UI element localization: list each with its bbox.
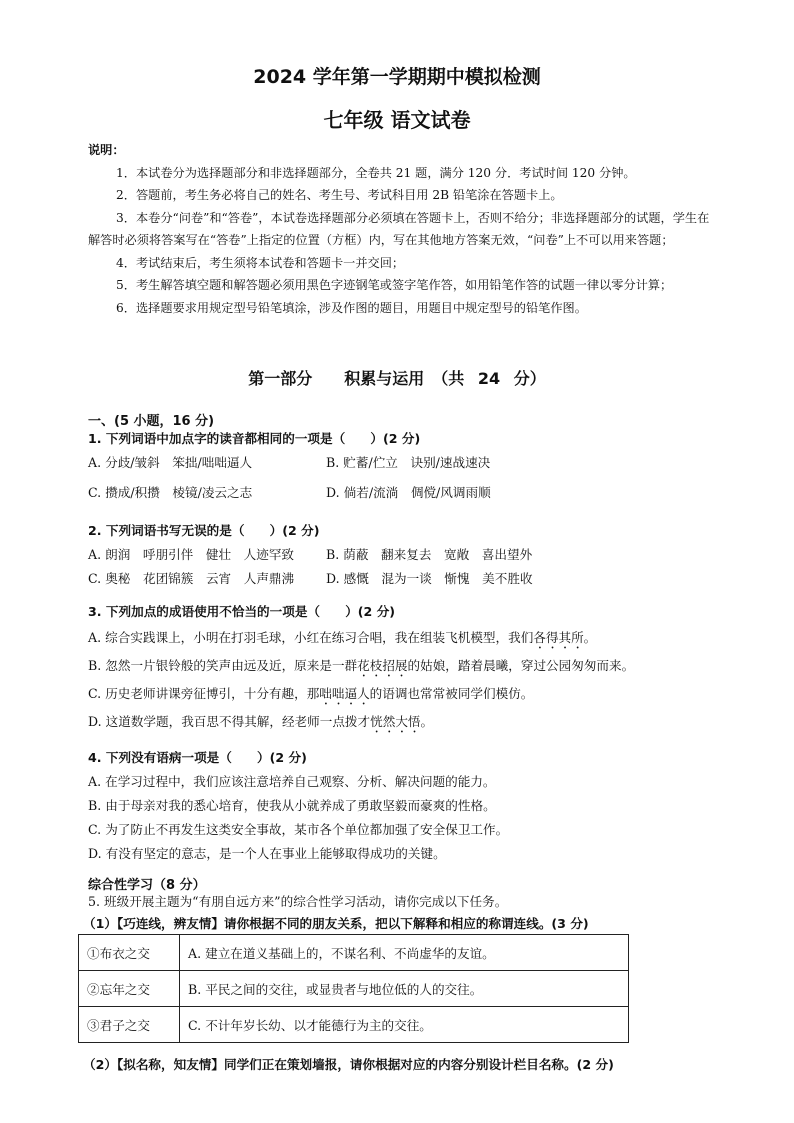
option-d: D. 有没有坚定的意志，是一个人在事业上能够取得成功的关键。 <box>88 846 446 861</box>
option-c <box>88 682 728 708</box>
dotted-idiom: 咄咄逼人 <box>319 686 370 701</box>
dotted-idiom: 恍然大悟 <box>370 714 421 729</box>
table-cell-definition: C. 不计年岁长幼、以才能德行为主的交往。 <box>180 1007 629 1043</box>
question-1 <box>88 427 728 505</box>
question-2 <box>88 519 728 591</box>
option-a: A. 朗润 呼朋引伴 健壮 人迹罕致 <box>88 547 295 562</box>
task-1-prompt: （1）【巧连线，辨友情】请你根据不同的朋友关系，把以下解释和相应的称谓连线。(3 分) <box>83 916 589 931</box>
option-text: 。 <box>420 714 434 729</box>
instructions-label: 说明： <box>88 143 125 157</box>
options-row <box>88 567 728 591</box>
question-stem: 3. 下列加点的成语使用不恰当的一项是（ ）(2 分) <box>88 604 396 619</box>
instructions <box>88 139 718 319</box>
comprehensive-heading: 综合性学习（8 分） <box>88 878 206 893</box>
table-cell-term: ①布衣之交 <box>79 935 180 971</box>
table-cell-definition: A. 建立在道义基础上的，不谋名利、不尚虚华的友谊。 <box>180 935 629 971</box>
option-d: D. 倘若/流淌 倜傥/风调雨顺 <box>326 485 491 500</box>
option-a <box>88 626 728 652</box>
task-1 <box>83 912 723 936</box>
table-row <box>79 935 629 971</box>
option-text: B. 忽然一片银铃般的笑声由远及近，原来是一群 <box>88 658 358 673</box>
instruction-item: 3．本卷分“问卷”和“答卷”，本试卷选择题部分必须填在答题卡上，否则不给分；非选择题部分的试题，学生在解答时必须将答案写在“答卷”上指定的位置（方框）内，写在其他地方答案无效，“问卷”上不可以用来答题； <box>88 210 710 247</box>
option-d: D. 感慨 混为一谈 惭愧 美不胜收 <box>326 571 533 586</box>
dotted-idiom: 各得其所 <box>533 630 584 645</box>
option-d <box>88 710 728 736</box>
options-row <box>88 481 728 505</box>
table-cell-term: ②忘年之交 <box>79 971 180 1007</box>
question-4 <box>88 746 728 866</box>
matching-table <box>78 934 629 1043</box>
exam-subtitle: 七年级 语文试卷 <box>323 108 471 132</box>
question-stem: 1. 下列词语中加点字的读音都相同的一项是（ ）(2 分) <box>88 431 421 446</box>
option-b <box>88 654 728 680</box>
question-stem: 4. 下列没有语病一项是（ ）(2 分) <box>88 750 307 765</box>
option-b: B. 由于母亲对我的悉心培育，使我从小就养成了勇敢坚毅而豪爽的性格。 <box>88 798 496 813</box>
option-text: A. 综合实践课上，小明在打羽毛球，小红在练习合唱，我在组装飞机模型，我们 <box>88 630 534 645</box>
option-c: C. 攒成/积攒 棱镜/凌云之志 <box>88 485 253 500</box>
instruction-item: 5．考生解答填空题和解答题必须用黑色字迹钢笔或签字笔作答，如用铅笔作答的试题一律以零分计算； <box>116 278 673 292</box>
option-c: C. 奥秘 花团锦簇 云宵 人声鼎沸 <box>88 571 295 586</box>
part-one-heading: 第一部分 积累与运用 （共 24 分） <box>248 369 546 388</box>
question-stem: 2. 下列词语书写无误的是（ ）(2 分) <box>88 523 320 538</box>
dotted-idiom: 花枝招展 <box>357 658 408 673</box>
option-text: 的语调也常常被同学们模仿。 <box>369 686 534 701</box>
instruction-item: 2．答题前，考生务必将自己的姓名、考生号、考试科目用 2B 铅笔涂在答题卡上。 <box>116 188 563 202</box>
option-text: 的姑娘，踏着晨曦，穿过公园匆匆而来。 <box>407 658 635 673</box>
instruction-item: 4．考试结束后，考生须将本试卷和答题卡一并交回； <box>116 255 405 270</box>
section-heading: 一、(5 小题，16 分) <box>88 414 215 429</box>
task-2-prompt: （2）【拟名称，知友情】同学们正在策划墙报，请你根据对应的内容分别设计栏目名称。(2 分) <box>83 1057 614 1072</box>
question-5 <box>88 890 728 914</box>
option-b: B. 荫蔽 翻来复去 宽敞 喜出望外 <box>326 547 533 562</box>
option-b: B. 贮蓄/伫立 诀别/速战速决 <box>326 455 491 470</box>
question-intro: 5. 班级开展主题为“有朋自远方来”的综合性学习活动，请你完成以下任务。 <box>88 894 508 909</box>
table-row <box>79 1007 629 1043</box>
instruction-item: 1．本试卷分为选择题部分和非选择题部分，全卷共 21 题，满分 120 分．考试时间 120 分钟。 <box>116 165 636 180</box>
option-text: 。 <box>583 630 597 645</box>
table-row <box>79 971 629 1007</box>
option-text: D. 这道数学题，我百思不得其解，经老师一点拨才 <box>88 714 371 729</box>
option-a: A. 分歧/皱斜 笨拙/咄咄逼人 <box>88 455 253 470</box>
question-3 <box>88 600 728 736</box>
exam-title: 2024 学年第一学期期中模拟检测 <box>253 66 541 88</box>
options-row <box>88 543 728 567</box>
option-text: C. 历史老师讲课旁征博引，十分有趣，那 <box>88 686 320 701</box>
table-cell-definition: B. 平民之间的交往，或显贵者与地位低的人的交往。 <box>180 971 629 1007</box>
options-row <box>88 451 728 475</box>
option-a: A. 在学习过程中，我们应该注意培养自己观察、分析、解决问题的能力。 <box>88 774 496 789</box>
instruction-item: 6．选择题要求用规定型号铅笔填涂，涉及作图的题目，用题目中规定型号的铅笔作图。 <box>116 300 587 315</box>
table-cell-term: ③君子之交 <box>79 1007 180 1043</box>
option-c: C. 为了防止不再发生这类安全事故，某市各个单位都加强了安全保卫工作。 <box>88 822 509 837</box>
